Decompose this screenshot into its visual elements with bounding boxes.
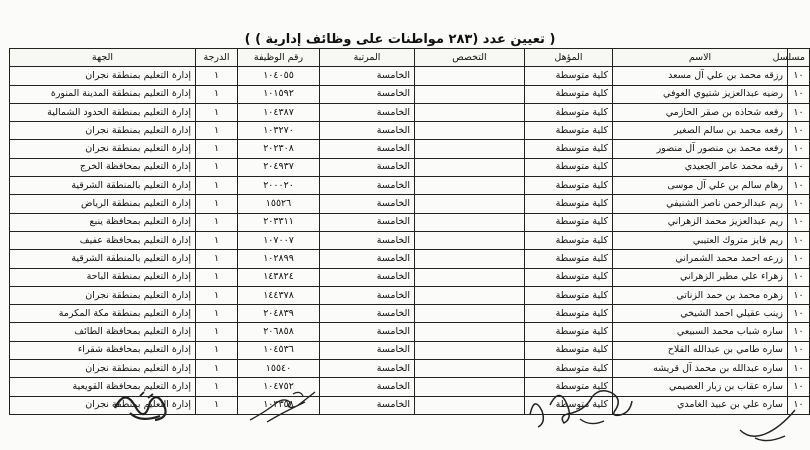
table-row: [10, 341, 810, 359]
table-row: [10, 85, 810, 103]
cell-name: ريم عبدالعزيز محمد الزهراني: [613, 213, 788, 231]
cell-serial: ١٠: [788, 158, 810, 176]
signature-3: [520, 375, 640, 435]
cell-destination: إدارة التعليم بمنطقة المدينة المنورة: [10, 85, 196, 103]
cell-rank: الخامسة: [320, 213, 415, 231]
cell-serial: ١٠: [788, 250, 810, 268]
cell-destination: إدارة التعليم بمنطقة الرياض: [10, 195, 196, 213]
cell-job-number: ١٠١٥٩٢: [238, 85, 320, 103]
cell-name: ساره طامي بن عبدالله القلاح: [613, 341, 788, 359]
cell-serial: ١٠: [788, 213, 810, 231]
cell-job-number: ١٤٣٨٢٤: [238, 268, 320, 286]
header-job-number: رقم الوظيفة: [238, 49, 320, 67]
cell-rank: الخامسة: [320, 158, 415, 176]
table-row: [10, 140, 810, 158]
cell-qualification: كلية متوسطة: [525, 140, 613, 158]
header-grade: الدرجة: [196, 49, 238, 67]
cell-specialization: [415, 378, 525, 396]
cell-name: زينب عقيلي احمد الشيخي: [613, 305, 788, 323]
cell-name: رفعه محمد بن منصور آل منصور: [613, 140, 788, 158]
cell-specialization: [415, 103, 525, 121]
table-row: [10, 231, 810, 249]
header-serial: مسلسل: [788, 49, 810, 67]
table-row: [10, 286, 810, 304]
cell-name: زهراء علي مطير الزهراني: [613, 268, 788, 286]
cell-qualification: كلية متوسطة: [525, 158, 613, 176]
cell-rank: الخامسة: [320, 67, 415, 85]
signature-1: [110, 378, 180, 428]
cell-destination: إدارة التعليم بالمنطقة الشرقية: [10, 177, 196, 195]
header-name: الاسم: [613, 49, 788, 67]
cell-destination: إدارة التعليم بمنطقة مكة المكرمة: [10, 305, 196, 323]
cell-name: ساره علي بن عبيد الغامدي: [613, 396, 788, 414]
cell-specialization: [415, 268, 525, 286]
cell-serial: ١٠: [788, 195, 810, 213]
cell-rank: الخامسة: [320, 341, 415, 359]
cell-destination: إدارة التعليم بمحافظة ينبع: [10, 213, 196, 231]
cell-job-number: ١٠٣٣٥٨: [238, 396, 320, 414]
cell-destination: إدارة التعليم بمحافظة الطائف: [10, 323, 196, 341]
cell-destination: إدارة التعليم بمنطقة الحدود الشمالية: [10, 103, 196, 121]
cell-serial: ١٠: [788, 323, 810, 341]
cell-specialization: [415, 140, 525, 158]
table-header-row: [10, 49, 810, 67]
cell-serial: ١٠: [788, 341, 810, 359]
cell-destination: إدارة التعليم بمنطقة نجران: [10, 286, 196, 304]
cell-job-number: ١٠٧٠٠٧: [238, 231, 320, 249]
cell-job-number: ٢٠٤٩٣٧: [238, 158, 320, 176]
cell-specialization: [415, 213, 525, 231]
cell-serial: ١٠: [788, 360, 810, 378]
cell-grade: ١: [196, 286, 238, 304]
header-qualification: المؤهل: [525, 49, 613, 67]
cell-job-number: ١٠٤٣٨٧: [238, 103, 320, 121]
cell-name: ريم فايز متروك العتيبي: [613, 231, 788, 249]
cell-specialization: [415, 231, 525, 249]
header-rank: المرتبة: [320, 49, 415, 67]
cell-job-number: ١٤٤٣٧٨: [238, 286, 320, 304]
table-row: [10, 195, 810, 213]
cell-grade: ١: [196, 268, 238, 286]
cell-qualification: كلية متوسطة: [525, 195, 613, 213]
cell-rank: الخامسة: [320, 177, 415, 195]
cell-specialization: [415, 85, 525, 103]
cell-grade: ١: [196, 213, 238, 231]
cell-serial: ١٠: [788, 268, 810, 286]
cell-qualification: كلية متوسطة: [525, 67, 613, 85]
cell-serial: ١٠: [788, 140, 810, 158]
cell-name: ساره عقاب بن زبار العصيمي: [613, 378, 788, 396]
cell-name: رفعه شحاذه بن صقر الحازمي: [613, 103, 788, 121]
cell-job-number: ٢٠٦٨٥٨: [238, 323, 320, 341]
cell-grade: ١: [196, 378, 238, 396]
cell-destination: إدارة التعليم بمنطقة نجران: [10, 67, 196, 85]
table-body: [10, 67, 810, 415]
cell-name: ريم عبدالرحمن ناصر الشنيفي: [613, 195, 788, 213]
cell-name: زرعه احمد محمد الشمراني: [613, 250, 788, 268]
cell-specialization: [415, 195, 525, 213]
cell-qualification: كلية متوسطة: [525, 250, 613, 268]
cell-destination: إدارة التعليم بالمنطقة الشرقية: [10, 250, 196, 268]
cell-name: رضيه عبدالعزيز شتيوي العوفي: [613, 85, 788, 103]
cell-qualification: كلية متوسطة: [525, 305, 613, 323]
table-row: [10, 122, 810, 140]
cell-name: زهره محمد بن حمد الزناتي: [613, 286, 788, 304]
cell-specialization: [415, 67, 525, 85]
cell-qualification: كلية متوسطة: [525, 85, 613, 103]
appointments-table: [9, 48, 810, 415]
cell-destination: إدارة التعليم بمحافظة القويعية: [10, 378, 196, 396]
cell-destination: إدارة التعليم بمنطقة الباحة: [10, 268, 196, 286]
cell-serial: ١٠: [788, 67, 810, 85]
cell-rank: الخامسة: [320, 378, 415, 396]
cell-qualification: كلية متوسطة: [525, 396, 613, 414]
cell-qualification: كلية متوسطة: [525, 341, 613, 359]
cell-rank: الخامسة: [320, 140, 415, 158]
cell-qualification: كلية متوسطة: [525, 213, 613, 231]
cell-job-number: ١٠٢٨٩٩: [238, 250, 320, 268]
cell-specialization: [415, 305, 525, 323]
cell-serial: ١٠: [788, 103, 810, 121]
cell-specialization: [415, 360, 525, 378]
cell-job-number: ٢٠٤٨٣٩: [238, 305, 320, 323]
cell-serial: ١٠: [788, 177, 810, 195]
cell-rank: الخامسة: [320, 195, 415, 213]
cell-destination: إدارة التعليم بمحافظة الخرج: [10, 158, 196, 176]
table-row: [10, 177, 810, 195]
table-row: [10, 158, 810, 176]
cell-job-number: ١٥٥٢٦: [238, 195, 320, 213]
cell-serial: ١٠: [788, 85, 810, 103]
cell-grade: ١: [196, 177, 238, 195]
cell-job-number: ٢٠٢٣٠٨: [238, 140, 320, 158]
cell-rank: الخامسة: [320, 231, 415, 249]
cell-qualification: كلية متوسطة: [525, 122, 613, 140]
signature-4: [735, 400, 800, 445]
cell-rank: الخامسة: [320, 103, 415, 121]
cell-grade: ١: [196, 195, 238, 213]
cell-specialization: [415, 396, 525, 414]
header-specialization: التخصص: [415, 49, 525, 67]
cell-job-number: ١٠٤٠٥٥: [238, 67, 320, 85]
cell-qualification: كلية متوسطة: [525, 286, 613, 304]
table-row: [10, 250, 810, 268]
cell-specialization: [415, 286, 525, 304]
cell-qualification: كلية متوسطة: [525, 378, 613, 396]
cell-qualification: كلية متوسطة: [525, 103, 613, 121]
cell-grade: ١: [196, 122, 238, 140]
cell-grade: ١: [196, 396, 238, 414]
cell-grade: ١: [196, 360, 238, 378]
cell-name: ساره شباب محمد السبيعي: [613, 323, 788, 341]
cell-rank: الخامسة: [320, 250, 415, 268]
cell-specialization: [415, 158, 525, 176]
cell-rank: الخامسة: [320, 122, 415, 140]
cell-qualification: كلية متوسطة: [525, 323, 613, 341]
cell-job-number: ٢٠٣٣١١: [238, 213, 320, 231]
cell-rank: الخامسة: [320, 323, 415, 341]
cell-specialization: [415, 323, 525, 341]
cell-grade: ١: [196, 85, 238, 103]
cell-job-number: ١٠٤٥٣٦: [238, 341, 320, 359]
cell-specialization: [415, 122, 525, 140]
cell-qualification: كلية متوسطة: [525, 231, 613, 249]
cell-name: رزقه محمد بن علي آل مسعد: [613, 67, 788, 85]
cell-specialization: [415, 250, 525, 268]
cell-job-number: ١٠٤٧٥٢: [238, 378, 320, 396]
cell-rank: الخامسة: [320, 286, 415, 304]
cell-qualification: كلية متوسطة: [525, 268, 613, 286]
cell-serial: ١٠: [788, 396, 810, 414]
cell-destination: إدارة التعليم بمنطقة نجران: [10, 396, 196, 414]
header-destination: الجهة: [10, 49, 196, 67]
appointments-table-container: [10, 48, 810, 415]
table-row: [10, 268, 810, 286]
table-row: [10, 360, 810, 378]
cell-grade: ١: [196, 158, 238, 176]
cell-name: رفعه محمد بن سالم الصغير: [613, 122, 788, 140]
table-row: [10, 323, 810, 341]
table-row: [10, 103, 810, 121]
cell-serial: ١٠: [788, 231, 810, 249]
cell-serial: ١٠: [788, 286, 810, 304]
cell-grade: ١: [196, 140, 238, 158]
cell-grade: ١: [196, 323, 238, 341]
cell-destination: إدارة التعليم بمحافظة شقراء: [10, 341, 196, 359]
cell-specialization: [415, 341, 525, 359]
cell-destination: إدارة التعليم بمنطقة نجران: [10, 360, 196, 378]
table-row: [10, 67, 810, 85]
cell-serial: ١٠: [788, 305, 810, 323]
cell-name: ساره عبدالله بن محمد آل قريشه: [613, 360, 788, 378]
cell-serial: ١٠: [788, 378, 810, 396]
cell-name: رهام سالم بن علي آل موسى: [613, 177, 788, 195]
cell-qualification: كلية متوسطة: [525, 360, 613, 378]
cell-destination: إدارة التعليم بمنطقة نجران: [10, 122, 196, 140]
cell-serial: ١٠: [788, 122, 810, 140]
cell-destination: إدارة التعليم بمحافظة عفيف: [10, 231, 196, 249]
cell-rank: الخامسة: [320, 268, 415, 286]
cell-rank: الخامسة: [320, 305, 415, 323]
cell-name: رقيه محمد عامر الجعيدي: [613, 158, 788, 176]
cell-job-number: ١٥٥٤٠: [238, 360, 320, 378]
cell-job-number: ٢٠٠٠٢٠: [238, 177, 320, 195]
cell-grade: ١: [196, 103, 238, 121]
cell-rank: الخامسة: [320, 85, 415, 103]
cell-grade: ١: [196, 250, 238, 268]
cell-specialization: [415, 177, 525, 195]
cell-rank: الخامسة: [320, 396, 415, 414]
signature-2: [245, 382, 325, 427]
cell-destination: إدارة التعليم بمنطقة نجران: [10, 140, 196, 158]
cell-grade: ١: [196, 341, 238, 359]
table-row: [10, 305, 810, 323]
table-row: [10, 213, 810, 231]
cell-grade: ١: [196, 305, 238, 323]
cell-grade: ١: [196, 67, 238, 85]
cell-rank: الخامسة: [320, 360, 415, 378]
cell-qualification: كلية متوسطة: [525, 177, 613, 195]
cell-job-number: ١٠٣٢٧٠: [238, 122, 320, 140]
document-title: ( تعيين عدد (٢٨٣ مواطنات على وظائف إدارية ) ): [244, 32, 556, 47]
cell-grade: ١: [196, 231, 238, 249]
